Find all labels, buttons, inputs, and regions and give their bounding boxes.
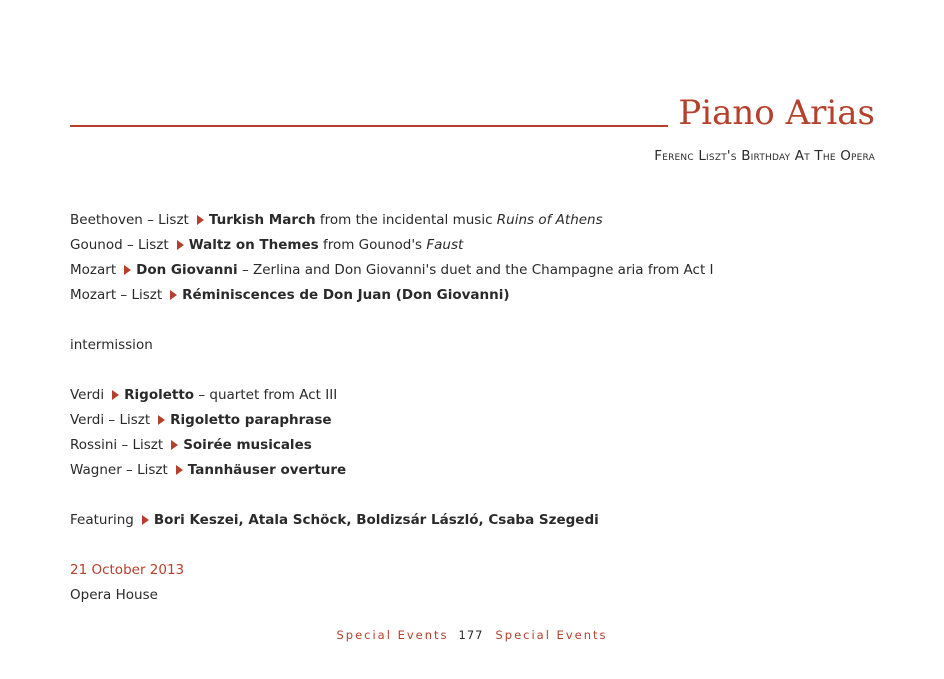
play-arrow-icon [112, 390, 119, 400]
play-arrow-icon [177, 240, 184, 250]
work-description: from Gounod's [318, 237, 427, 253]
work-description: from the incidental music [315, 212, 497, 228]
work-source-title: Faust [426, 237, 464, 253]
work-source-title: Ruins of Athens [496, 212, 603, 228]
composer: Verdi – Liszt [70, 412, 151, 428]
featuring-line [70, 508, 890, 533]
title-rule [70, 125, 668, 127]
composer: Gounod – Liszt [70, 237, 169, 253]
play-arrow-icon [142, 515, 149, 525]
event-venue: Opera House [70, 587, 158, 603]
program-item [70, 458, 890, 483]
composer: Mozart [70, 262, 117, 278]
composer: Rossini – Liszt [70, 437, 164, 453]
work-title: Soirée musicales [183, 437, 312, 453]
program-item [70, 383, 890, 408]
event-date: 21 October 2013 [70, 562, 185, 578]
program-item [70, 283, 890, 308]
play-arrow-icon [158, 415, 165, 425]
program-part-2 [70, 383, 890, 483]
work-title: Rigoletto [124, 387, 195, 403]
footer-section-left: Special Events [336, 628, 449, 642]
work-title: Don Giovanni [136, 262, 238, 278]
composer: Beethoven – Liszt [70, 212, 189, 228]
program-item [70, 208, 890, 233]
work-title: Réminiscences de Don Juan (Don Giovanni) [182, 287, 510, 303]
play-arrow-icon [170, 290, 177, 300]
play-arrow-icon [124, 265, 131, 275]
composer: Wagner – Liszt [70, 462, 168, 478]
play-arrow-icon [197, 215, 204, 225]
program-item [70, 408, 890, 433]
program-part-1 [70, 208, 890, 308]
page-title: Piano Arias [678, 93, 875, 133]
featuring-names: Bori Keszei, Atala Schöck, Boldizsár László, Csaba Szegedi [153, 512, 599, 528]
program-item [70, 233, 890, 258]
composer: Verdi [70, 387, 105, 403]
program [70, 208, 890, 608]
page-subtitle: Ferenc Liszt's Birthday At The Opera [654, 148, 875, 164]
play-arrow-icon [171, 440, 178, 450]
page-footer [0, 626, 944, 644]
composer: Mozart – Liszt [70, 287, 163, 303]
program-item [70, 258, 890, 283]
work-description: – quartet from Act III [194, 387, 338, 403]
footer-section-right: Special Events [495, 628, 608, 642]
work-title: Turkish March [208, 212, 316, 228]
featuring-label: Featuring [70, 512, 134, 528]
work-title: Tannhäuser overture [187, 462, 347, 478]
page-number: 177 [458, 628, 484, 642]
work-title: Waltz on Themes [188, 237, 319, 253]
work-description: – Zerlina and Don Giovanni's duet and the Champagne aria from Act I [237, 262, 714, 278]
program-item [70, 433, 890, 458]
intermission: intermission [70, 337, 153, 353]
play-arrow-icon [176, 465, 183, 475]
work-title: Rigoletto paraphrase [170, 412, 332, 428]
